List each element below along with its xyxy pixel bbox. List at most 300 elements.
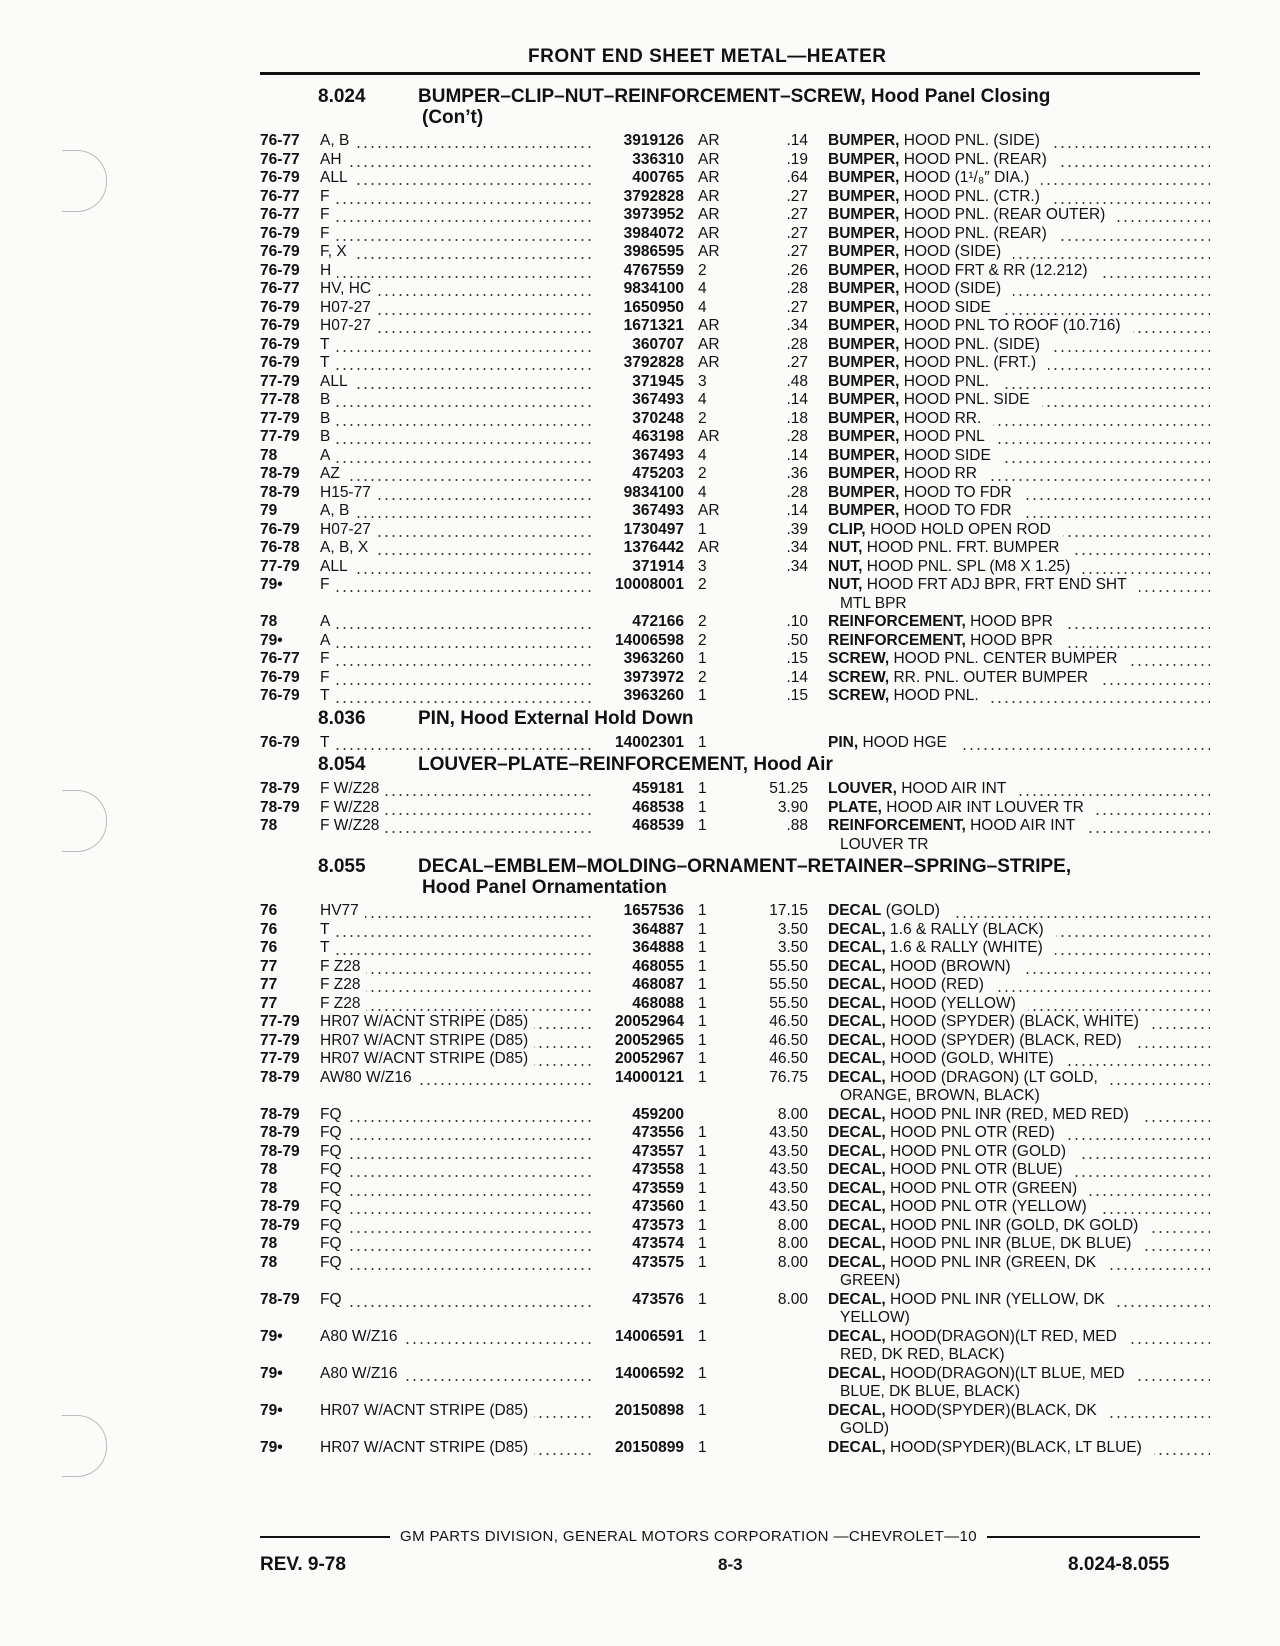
price: 43.50 [769, 1161, 808, 1178]
price: .19 [786, 150, 808, 168]
description-line [828, 262, 1100, 279]
model-cell [320, 336, 592, 355]
part-row [260, 391, 1210, 410]
model-cell [320, 391, 592, 410]
description-text: HOOD PNL. FRT. BUMPER [867, 539, 1066, 556]
model-year: 76 [260, 939, 278, 956]
model-code: FQ [320, 1124, 348, 1141]
description-keyword: BUMPER, [828, 243, 900, 260]
description-line [828, 539, 1071, 556]
quantity: 1 [698, 1438, 707, 1456]
quantity: 3 [698, 557, 707, 575]
model-code: HR07 W/ACNT STRIPE (D85) [320, 1013, 534, 1030]
description-line [828, 976, 996, 993]
model-code: F W/Z28 [320, 817, 385, 834]
quantity: 1 [698, 1216, 707, 1234]
quantity: 4 [698, 298, 707, 316]
price: 8.00 [777, 1235, 808, 1252]
part-row [260, 428, 1210, 447]
model-cell [320, 632, 592, 651]
section-header [260, 754, 1210, 776]
description-line [828, 780, 1018, 797]
price: 51.25 [769, 780, 808, 797]
description-text: HOOD RR. [904, 410, 988, 427]
description-text: HOOD AIR INT [901, 780, 1012, 797]
model-code: HV, HC [320, 280, 377, 297]
part-row [260, 1235, 1210, 1254]
model-code: ALL [320, 169, 354, 186]
quantity: 2 [698, 631, 707, 649]
description-cell [828, 391, 1210, 410]
model-year: 79• [260, 1438, 283, 1456]
model-code: FQ [320, 1291, 348, 1308]
description-text: HOOD PNL INR (YELLOW, DK [890, 1291, 1111, 1308]
footer-rule [987, 1536, 1200, 1538]
description-cell [828, 1032, 1210, 1051]
part-number: 468538 [632, 798, 684, 816]
section-header [260, 86, 1210, 128]
model-code: F [320, 650, 335, 667]
price: .26 [786, 261, 808, 279]
description-keyword: DECAL, [828, 994, 886, 1012]
description-keyword: BUMPER, [828, 446, 900, 464]
model-cell [320, 1161, 592, 1180]
description-keyword: BUMPER, [828, 298, 900, 316]
price: .34 [786, 557, 808, 575]
quantity: 1 [698, 687, 707, 704]
description-text: HOOD (YELLOW) [890, 995, 1022, 1012]
model-code: H [320, 262, 337, 279]
description-line [828, 243, 1013, 260]
description-keyword: BUMPER, [828, 317, 900, 334]
description-text-2: LOUVER TR [840, 836, 934, 853]
price: .27 [786, 187, 808, 205]
price: .10 [786, 613, 808, 630]
part-row [260, 243, 1210, 262]
model-cell [320, 734, 592, 753]
description-line [828, 502, 1024, 519]
description-text: HOOD (SIDE) [904, 280, 1007, 297]
description-cell [828, 1106, 1210, 1125]
part-number: 20052965 [615, 1031, 684, 1049]
part-row [260, 558, 1210, 577]
part-number: 14006598 [615, 631, 684, 649]
description-text: HOOD(SPYDER)(BLACK, DK [890, 1402, 1103, 1419]
description-keyword: BUMPER, [828, 483, 900, 501]
part-row [260, 1254, 1210, 1291]
description-keyword: DECAL, [828, 1068, 886, 1086]
model-year: 78 [260, 817, 278, 834]
price: 55.50 [769, 994, 808, 1012]
description-line [828, 428, 997, 445]
description-cell [828, 650, 1210, 669]
part-number: 20150899 [615, 1438, 684, 1456]
description-keyword: DECAL, [828, 1161, 886, 1178]
description-keyword: BUMPER, [828, 335, 900, 353]
model-year: 77-79 [260, 557, 300, 575]
model-cell [320, 780, 592, 799]
description-cell [828, 1143, 1210, 1162]
quantity: 1 [698, 1031, 707, 1049]
price: .34 [786, 539, 808, 556]
description-line [828, 939, 1055, 956]
model-code: T [320, 354, 335, 371]
description-cell [828, 206, 1210, 225]
price: .28 [786, 483, 808, 501]
model-code: F Z28 [320, 958, 366, 975]
price: .50 [786, 631, 808, 649]
description-cell [828, 1402, 1210, 1439]
section-title [418, 856, 1210, 898]
part-number: 1376442 [623, 539, 684, 556]
description-text: HOOD PNL OTR (GREEN) [890, 1180, 1083, 1197]
model-year: 78-79 [260, 1216, 300, 1234]
quantity: 4 [698, 446, 707, 464]
description-text: HOOD AIR INT LOUVER TR [886, 799, 1090, 816]
description-cell [828, 1291, 1210, 1328]
model-cell [320, 225, 592, 244]
price: .28 [786, 280, 808, 297]
description-keyword: DECAL, [828, 976, 886, 993]
part-row [260, 206, 1210, 225]
model-cell [320, 958, 592, 977]
description-keyword: BUMPER, [828, 169, 900, 186]
model-code: FQ [320, 1180, 348, 1197]
description-line [828, 1439, 1154, 1456]
description-text: HOOD(DRAGON)(LT RED, MED [890, 1328, 1123, 1345]
model-year: 76-79 [260, 317, 300, 334]
model-code: A, B [320, 132, 355, 149]
description-text: HOOD PNL. (REAR) [904, 151, 1053, 168]
model-year: 76-79 [260, 224, 300, 242]
model-cell [320, 1124, 592, 1143]
model-code: T [320, 921, 335, 938]
description-cell [828, 976, 1210, 995]
price: .64 [786, 169, 808, 186]
model-year: 76-79 [260, 668, 300, 686]
model-code: B [320, 410, 336, 427]
price: 3.50 [777, 939, 808, 956]
quantity: AR [698, 132, 720, 149]
part-number: 473560 [632, 1198, 684, 1215]
part-row [260, 169, 1210, 188]
model-cell [320, 299, 592, 318]
model-code: ALL [320, 558, 354, 575]
model-cell [320, 373, 592, 392]
description-line [828, 1106, 1141, 1123]
model-code: FQ [320, 1143, 348, 1160]
description-line [828, 558, 1082, 575]
part-row [260, 539, 1210, 558]
model-code: A80 W/Z16 [320, 1328, 404, 1345]
description-keyword: REINFORCEMENT, [828, 817, 966, 834]
quantity: AR [698, 317, 720, 334]
price: 8.00 [777, 1216, 808, 1234]
description-text: HOOD BPR [970, 613, 1059, 630]
part-number: 14002301 [615, 733, 684, 751]
price: .27 [786, 298, 808, 316]
price: .14 [786, 446, 808, 464]
model-year: 76-77 [260, 206, 300, 223]
quantity: 1 [698, 994, 707, 1012]
part-row [260, 188, 1210, 207]
section-title-text: LOUVER–PLATE–REINFORCEMENT, Hood Air [418, 754, 833, 775]
description-keyword: CLIP, [828, 520, 866, 538]
model-cell [320, 521, 592, 540]
description-text: HOOD PNL. [904, 373, 995, 390]
description-text: HOOD PNL [904, 428, 991, 445]
description-text-2: GREEN) [840, 1272, 906, 1289]
section-number: 8.036 [318, 707, 366, 729]
quantity: 1 [698, 1364, 707, 1382]
model-cell [320, 317, 592, 336]
model-code: ALL [320, 373, 354, 390]
description-text: HOOD PNL. CENTER BUMPER [893, 650, 1123, 667]
description-keyword: BUMPER, [828, 502, 900, 519]
description-line [828, 336, 1052, 353]
model-code: HR07 W/ACNT STRIPE (D85) [320, 1032, 534, 1049]
part-number: 400765 [632, 169, 684, 186]
part-number: 3986595 [623, 243, 684, 260]
model-year: 78 [260, 1179, 278, 1197]
model-cell [320, 1198, 592, 1217]
description-cell [828, 1198, 1210, 1217]
description-text: HOOD PNL TO ROOF (10.716) [904, 317, 1127, 334]
part-number: 3792828 [623, 187, 684, 205]
description-cell [828, 817, 1210, 854]
description-line [828, 734, 959, 751]
model-year: 79• [260, 631, 283, 649]
part-number: 371945 [632, 372, 684, 390]
part-number: 1650950 [623, 298, 684, 316]
price: 3.90 [777, 798, 808, 816]
quantity: 1 [698, 733, 707, 751]
description-line [828, 995, 1028, 1012]
description-text: HOOD(DRAGON)(LT BLUE, MED [890, 1365, 1131, 1382]
model-cell [320, 447, 592, 466]
model-year: 77-79 [260, 372, 300, 390]
description-cell [828, 1235, 1210, 1254]
description-cell [828, 902, 1210, 921]
description-keyword: SCREW, [828, 687, 890, 704]
description-keyword: DECAL, [828, 1290, 886, 1308]
description-line [828, 447, 1003, 464]
description-line [828, 799, 1096, 816]
description-keyword: BUMPER, [828, 354, 900, 371]
model-year: 78 [260, 613, 278, 630]
quantity: 1 [698, 1401, 707, 1419]
model-cell [320, 1180, 592, 1199]
description-text-2: BLUE, DK BLUE, BLACK) [840, 1383, 1026, 1400]
quantity: 1 [698, 650, 707, 667]
part-number: 14006591 [615, 1327, 684, 1345]
part-row [260, 632, 1210, 651]
model-cell [320, 169, 592, 188]
description-line [828, 151, 1059, 168]
price: .14 [786, 502, 808, 519]
model-cell [320, 1217, 592, 1236]
page-number: 8-3 [718, 1555, 743, 1574]
model-code: F W/Z28 [320, 780, 385, 797]
description-keyword: DECAL, [828, 1105, 886, 1123]
description-line [828, 1254, 1108, 1271]
description-text: HOOD PNL. (CTR.) [904, 188, 1046, 205]
description-cell [828, 447, 1210, 466]
part-row [260, 336, 1210, 355]
description-line [828, 958, 1023, 975]
part-number: 3792828 [623, 354, 684, 371]
model-year: 77-79 [260, 1013, 300, 1030]
model-cell [320, 1235, 592, 1254]
description-text: HOOD TO FDR [904, 484, 1018, 501]
price: .28 [786, 335, 808, 353]
price: .48 [786, 372, 808, 390]
description-line [828, 132, 1052, 149]
part-number: 3919126 [623, 132, 684, 149]
part-number: 472166 [632, 613, 684, 630]
description-text: HOOD PNL. (SIDE) [904, 336, 1046, 353]
description-text-2: RED, DK RED, BLACK) [840, 1346, 1011, 1363]
description-keyword: REINFORCEMENT, [828, 631, 966, 649]
description-text: HOOD PNL OTR (BLUE) [890, 1161, 1069, 1178]
part-row [260, 1180, 1210, 1199]
description-text: HOOD PNL OTR (YELLOW) [890, 1198, 1093, 1215]
parts-list [260, 780, 1210, 854]
quantity: AR [698, 428, 720, 445]
description-keyword: BUMPER, [828, 280, 900, 297]
part-number: 371914 [632, 557, 684, 575]
model-year: 76-77 [260, 187, 300, 205]
description-keyword: BUMPER, [828, 391, 900, 408]
description-keyword: DECAL, [828, 1216, 886, 1234]
part-number: 473556 [632, 1124, 684, 1141]
description-line [828, 206, 1117, 223]
parts-list [260, 132, 1210, 706]
part-number: 473558 [632, 1161, 684, 1178]
model-code: T [320, 336, 335, 353]
part-number: 367493 [632, 446, 684, 464]
model-cell [320, 995, 592, 1014]
description-line [828, 576, 1139, 593]
description-cell [828, 995, 1210, 1014]
description-line [828, 1124, 1067, 1141]
description-text: HOOD BPR [970, 632, 1059, 649]
part-number: 473574 [632, 1235, 684, 1252]
part-number: 473575 [632, 1253, 684, 1271]
model-cell [320, 1032, 592, 1051]
quantity: 1 [698, 1013, 707, 1030]
part-row [260, 410, 1210, 429]
description-cell [828, 336, 1210, 355]
description-keyword: DECAL, [828, 957, 886, 975]
part-number: 1657536 [623, 902, 684, 919]
description-cell [828, 1050, 1210, 1069]
description-cell [828, 799, 1210, 818]
description-line [828, 1217, 1150, 1234]
model-code: F W/Z28 [320, 799, 385, 816]
model-year: 76-79 [260, 687, 300, 704]
description-line [828, 521, 1063, 538]
description-text: HOOD PNL INR (BLUE, DK BLUE) [890, 1235, 1137, 1252]
description-line [828, 188, 1052, 205]
description-keyword: DECAL, [828, 1142, 886, 1160]
price: 3.50 [777, 920, 808, 938]
description-keyword: BUMPER, [828, 428, 900, 445]
quantity: 2 [698, 668, 707, 686]
price: 8.00 [777, 1105, 808, 1123]
description-cell [828, 151, 1210, 170]
quantity: 2 [698, 613, 707, 630]
description-keyword: DECAL, [828, 1253, 886, 1271]
part-number: 14000121 [615, 1068, 684, 1086]
section-number: 8.024 [318, 86, 366, 107]
description-text-2: YELLOW) [840, 1309, 916, 1326]
description-line [828, 1050, 1066, 1067]
part-number: 473573 [632, 1216, 684, 1234]
part-row [260, 484, 1210, 503]
binder-hole [62, 790, 107, 852]
model-cell [320, 613, 592, 632]
part-number: 3984072 [623, 224, 684, 242]
part-number: 4767559 [623, 261, 684, 279]
model-code: A [320, 613, 336, 630]
parts-list [260, 902, 1210, 1457]
description-keyword: DECAL, [828, 1438, 886, 1456]
model-cell [320, 502, 592, 521]
description-cell [828, 734, 1210, 753]
part-row [260, 1198, 1210, 1217]
model-year: 77 [260, 994, 278, 1012]
part-row [260, 1106, 1210, 1125]
model-code: B [320, 428, 336, 445]
description-text: HOOD PNL. (REAR) [904, 225, 1053, 242]
price: 43.50 [769, 1124, 808, 1141]
model-cell [320, 1328, 592, 1347]
description-text: HOOD SIDE [904, 447, 997, 464]
description-cell [828, 280, 1210, 299]
section-number: 8.054 [318, 754, 366, 775]
part-number: 459200 [632, 1105, 684, 1123]
part-row [260, 1032, 1210, 1051]
section-subtitle: Hood Panel Ornamentation [422, 877, 667, 898]
description-cell [828, 558, 1210, 577]
part-row [260, 902, 1210, 921]
model-code: FQ [320, 1235, 348, 1252]
model-cell [320, 1050, 592, 1069]
description-keyword: DECAL, [828, 1031, 886, 1049]
model-year: 78-79 [260, 780, 300, 797]
description-cell [828, 1124, 1210, 1143]
model-year: 77-78 [260, 391, 300, 408]
price: .15 [786, 687, 808, 704]
part-number: 473557 [632, 1142, 684, 1160]
model-code: F [320, 206, 335, 223]
model-cell [320, 354, 592, 373]
model-year: 76 [260, 920, 278, 938]
description-text: HOOD (SPYDER) (BLACK, RED) [890, 1032, 1128, 1049]
part-row [260, 995, 1210, 1014]
title-rule [260, 72, 1200, 75]
model-year: 78-79 [260, 798, 300, 816]
description-keyword: DECAL, [828, 1327, 886, 1345]
description-cell [828, 188, 1210, 207]
parts-catalog [260, 84, 1210, 1457]
price: .14 [786, 668, 808, 686]
model-code: AH [320, 151, 348, 168]
description-text: HOOD PNL OTR (GOLD) [890, 1143, 1072, 1160]
part-row [260, 799, 1210, 818]
part-number: 1730497 [623, 520, 684, 538]
